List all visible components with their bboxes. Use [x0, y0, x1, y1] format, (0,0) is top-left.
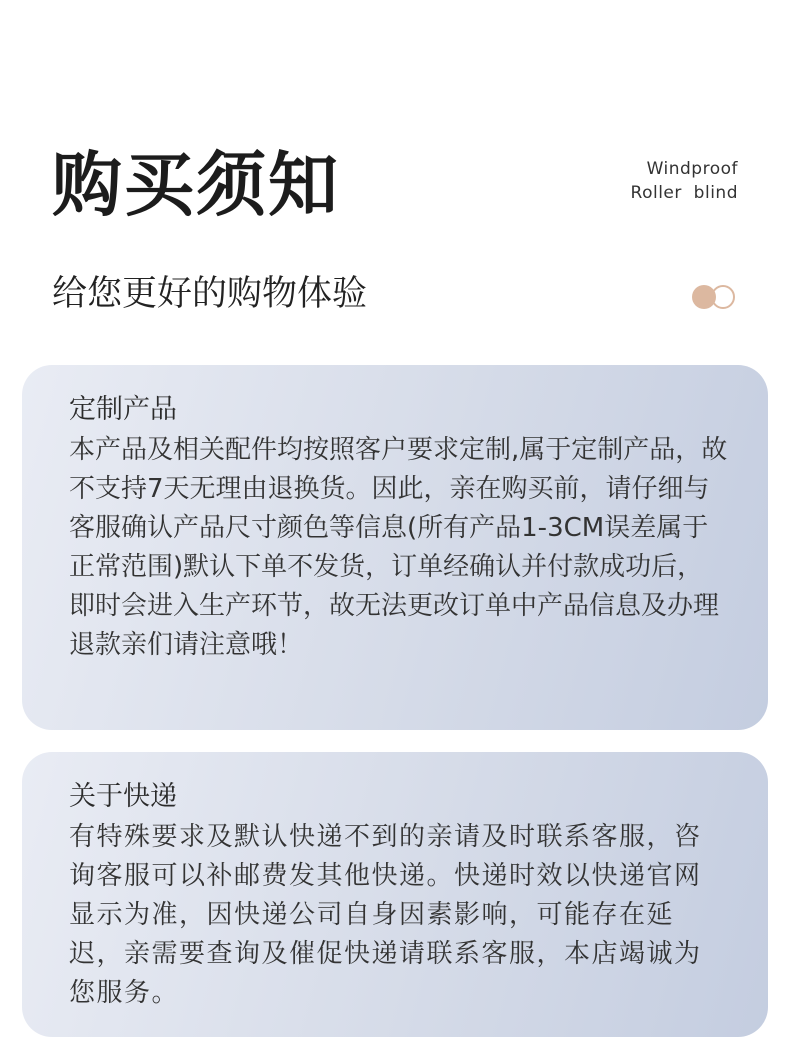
- section-card-custom-product: [22, 365, 768, 730]
- page-title: 购买须知: [52, 144, 340, 226]
- outline-dot-icon: [711, 285, 735, 309]
- brand-line-2: Roller blind: [630, 183, 738, 203]
- section-body: 有特殊要求及默认快递不到的亲请及时联系客服，咨询客服可以补邮费发其他快递。快递时效以快递官网显示为准，因快递公司自身因素影响，可能存在延迟，亲需要查询及催促快递请联系客服，本店竭诚为您服务。: [69, 822, 702, 1008]
- decorative-dots-icon: [692, 285, 740, 311]
- section-heading: 关于快递: [69, 781, 177, 812]
- section-card-delivery: [22, 752, 768, 1037]
- section-heading: 定制产品: [69, 394, 177, 425]
- section-body: 本产品及相关配件均按照客户要求定制,属于定制产品，故不支持7天无理由退换货。因此，亲在购买前，请仔细与客服确认产品尺寸颜色等信息(所有产品1-3CM误差属于正常范围)默认下单不发货，订单经确认并付款成功后，即时会进入生产环节，故无法更改订单中产品信息及办理退款亲们请注意哦！: [69, 435, 728, 660]
- brand-line-1: Windproof: [646, 159, 738, 179]
- brand-text: [631, 157, 738, 205]
- page-subtitle: 给您更好的购物体验: [52, 274, 368, 314]
